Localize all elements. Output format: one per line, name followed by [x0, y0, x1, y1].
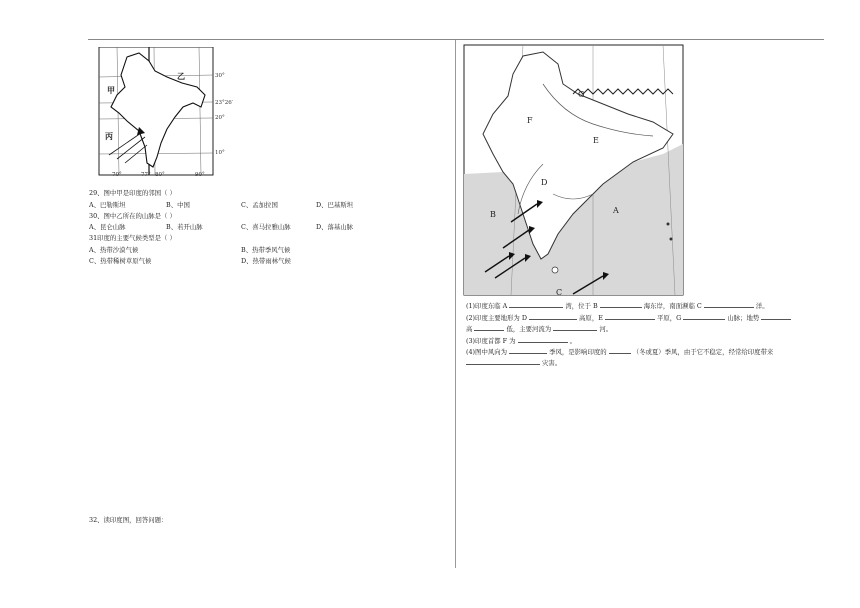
right-map-label-f: F — [527, 116, 533, 125]
answer-line-5: (4)图中风向为 季风，是影响印度的 （冬或夏）季风，由于它不稳定，经常给印度带来 — [466, 348, 774, 356]
answer-line-6: 灾害。 — [466, 358, 561, 367]
answer-line-2: (2)印度主要地形为 D 高原，E 平原，G 山脉；地势 — [466, 313, 791, 322]
lat-tick-30: 30° — [215, 73, 225, 79]
map-label-jia: 甲 — [107, 85, 115, 95]
blank-b-sea[interactable] — [600, 301, 642, 308]
lon-tick-80: 80° — [155, 172, 165, 178]
q31-option-b[interactable]: B、热带季风气候 — [241, 246, 291, 254]
blank-c-ocean[interactable] — [704, 301, 754, 308]
right-map-label-c: C — [556, 288, 563, 297]
lon-tick-70: 70° — [112, 172, 122, 178]
answer-line-4: (3)印度首都 F 为 。 — [466, 337, 576, 345]
question-30-stem: 30、图中乙所在的山脉是（ ） — [89, 212, 176, 220]
right-map-label-b: B — [490, 210, 496, 219]
q31-option-c[interactable]: C、热带稀树草原气候 — [89, 257, 152, 265]
blank-capital[interactable] — [518, 336, 568, 343]
lon-tick-77: 77° — [141, 172, 151, 178]
q29-option-b[interactable]: B、中国 — [166, 201, 190, 209]
lon-tick-90: 90° — [195, 172, 205, 178]
blank-disaster[interactable] — [466, 358, 540, 365]
map-label-yi: 乙 — [177, 71, 185, 81]
india-outline-map — [97, 47, 237, 177]
right-map-label-e: E — [593, 136, 599, 145]
blank-season[interactable] — [609, 347, 631, 354]
q30-option-c[interactable]: C、喜马拉雅山脉 — [241, 223, 291, 231]
q29-option-a[interactable]: A、巴勒斯坦 — [89, 201, 126, 209]
q30-option-a[interactable]: A、昆仑山脉 — [89, 223, 126, 231]
blank-main-river[interactable] — [553, 324, 597, 331]
india-physical-map-graphic — [463, 44, 684, 296]
map-label-bing: 丙 — [105, 131, 113, 141]
q30-option-b[interactable]: B、若开山脉 — [166, 223, 203, 231]
answer-line-3: 高 低，主要河流为 河。 — [466, 325, 613, 333]
question-32-stem: 32、读印度图，回答问题： — [89, 516, 168, 524]
right-map-label-a: A — [613, 206, 619, 215]
q29-option-d[interactable]: D、巴基斯坦 — [316, 201, 354, 209]
right-map-label-g: G — [578, 90, 585, 99]
lat-tick-23: 23°26′ — [215, 100, 233, 106]
blank-e-plain[interactable] — [605, 313, 655, 320]
blank-d-plateau[interactable] — [529, 313, 577, 320]
answer-line-1: (1)印度东临 A 湾，位于 B 海东岸，南面濒临 C 洋。 — [466, 302, 769, 310]
blank-terrain-high[interactable] — [761, 313, 791, 320]
india-map-graphic — [97, 47, 237, 177]
q31-option-d[interactable]: D、热带雨林气候 — [241, 257, 291, 265]
blank-a-bay[interactable] — [509, 301, 563, 308]
right-map-label-d: D — [541, 178, 548, 187]
q30-option-d[interactable]: D、落基山脉 — [316, 223, 354, 231]
question-31-stem: 31印度的主要气候类型是（ ） — [89, 234, 176, 242]
lat-tick-20: 20° — [215, 115, 225, 121]
question-29-stem: 29、图中甲是印度的邻国（ ） — [89, 189, 176, 197]
lat-tick-10: 10° — [215, 150, 225, 156]
q29-option-c[interactable]: C、孟加拉国 — [241, 201, 278, 209]
blank-wind-direction[interactable] — [509, 347, 547, 354]
q31-option-a[interactable]: A、热带沙漠气候 — [89, 246, 139, 254]
india-physical-map — [463, 44, 684, 296]
blank-g-mountains[interactable] — [683, 313, 725, 320]
page-top-rule — [88, 39, 824, 40]
blank-terrain-low[interactable] — [474, 324, 504, 331]
column-divider — [455, 40, 456, 568]
